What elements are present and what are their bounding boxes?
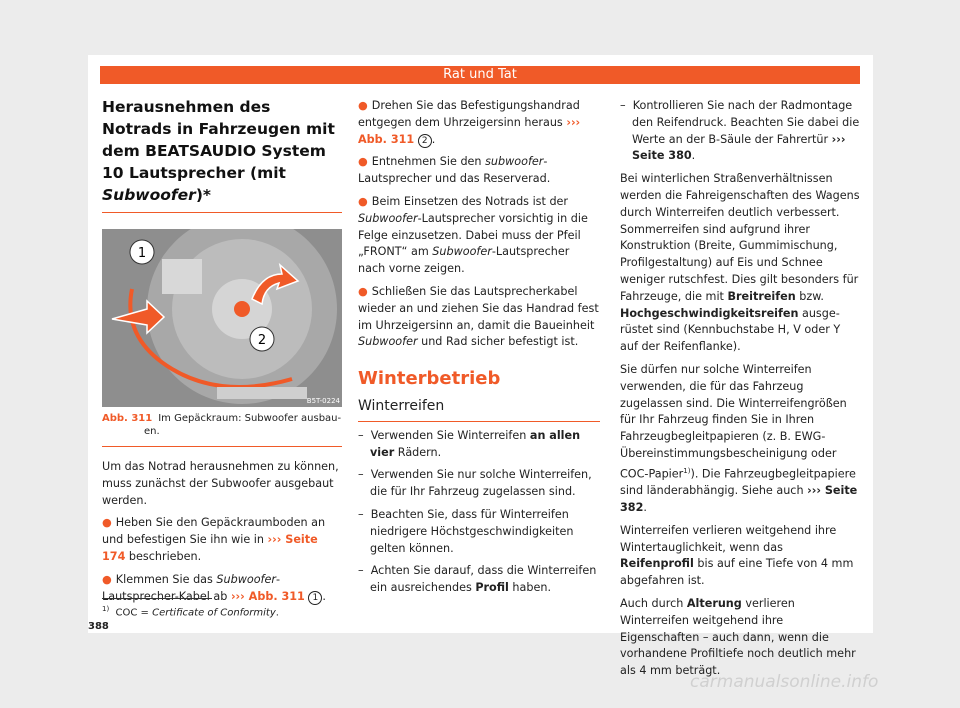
dash-item: – Achten Sie darauf, dass die Winterreifen ein ausreichendes Profil haben.	[358, 564, 597, 595]
dash-item: – Verwenden Sie nur solche Winterreifen, die für Ihr Fahrzeug zugelassen sind.	[358, 468, 592, 499]
dash-item: – Beachten Sie, dass für Winterreifen niedrigere Höchstgeschwindigkeiten gelten können.	[358, 507, 574, 555]
watermark: carmanualsonline.info	[690, 672, 879, 692]
paragraph: Winterreifen verlieren weitgehend ihre Wintertauglichkeit, wenn das Reifenprofil bis auf eine Tiefe von 4 mm abgefahren ist.	[620, 523, 854, 588]
step-1: ● Heben Sie den Gepäckraumboden an und befestigen Sie ihn wie in ››› Seite 174 beschrieben.	[102, 516, 326, 563]
callout-1-label: 1	[137, 246, 147, 261]
column-2	[358, 98, 600, 603]
heading-winterbetrieb: Winterbetrieb	[358, 368, 501, 390]
step-2: ● Klemmen Sie das Subwoofer-Lautsprecher-Kabel ab ››› Abb. 311 1 .	[102, 572, 326, 603]
column-3	[620, 98, 860, 686]
heading-winterreifen: Winterreifen	[358, 398, 600, 422]
link-seite-380[interactable]: ››› Seite 380	[632, 132, 846, 163]
footnote: $^{1)}$ COC = Certificate of Conformity.	[102, 605, 279, 619]
chapter-title: Rat und Tat	[443, 67, 517, 82]
link-abb-311[interactable]: ››› Abb. 311	[230, 589, 305, 603]
paragraph: Sie dürfen nur solche Winterreifen verwenden, die für das Fahrzeug zugelassen sind. Die Winterreifengrößen für Ihr Fahrzeug finden Sie in Ihren Fahrzeugbegleitpapieren (z. B. EWG-Übereinstimmungsbescheinigung oder COC-Papier$^{1)}$). Die Fahrzeugbegleitpapiere sind länderabhängig. Siehe auch ››› Seite 382.	[620, 362, 858, 515]
paragraph: Auch durch Alterung verlieren Winterreifen weitgehend ihre Eigenschaften – auch dann, wenn die vorhandene Profiltiefe noch deutlich mehr als 4 mm beträgt.	[620, 597, 856, 678]
chapter-header	[100, 66, 860, 84]
intro-text: Um das Notrad herausnehmen zu können, muss zunächst der Subwoofer ausgebaut werden.	[102, 460, 339, 507]
figure-subwoofer	[102, 229, 342, 407]
dash-item: – Verwenden Sie Winterreifen an allen vier Rädern.	[358, 428, 581, 459]
section-title: Herausnehmen des Notrads in Fahrzeugen mit dem BEATSAUDIO System 10 Lautsprecher (mit Subwoofer)*	[102, 96, 342, 213]
subwoofer-illustration	[102, 229, 342, 407]
link-abb-311-b[interactable]: ››› Abb. 311	[358, 115, 581, 146]
step-3: ● Drehen Sie das Befestigungshandrad entgegen dem Uhrzeigersinn heraus ››› Abb. 311 2 .	[358, 99, 581, 146]
link-seite-382[interactable]: ››› Seite 382	[620, 484, 858, 515]
callout-2-label: 2	[257, 333, 267, 348]
step-6: ● Schließen Sie das Lautsprecherkabel wieder an und ziehen Sie das Handrad fest im Uhrzeigersinn an, damit die Baueinheit Subwoofer und Rad sicher befestigt ist.	[358, 284, 599, 349]
step-4: ● Entnehmen Sie den subwoofer-Lautsprecher und das Reserverad.	[358, 155, 551, 186]
link-seite-174[interactable]: ››› Seite 174	[102, 533, 318, 563]
paragraph: Bei winterlichen Straßenverhältnissen werden die Fahreigenschaften des Wagens durch Winterreifen deutlich verbessert. Sommerreifen sind aufgrund ihrer Konstruktion (Breite, Gummimischung, Profilgestaltung) auf Eis und Schnee weniger rutschfest. Dies gilt besonders für Fahrzeuge, die mit Breitreifen bzw. Hochgeschwindigkeitsreifen ausgerüstet sind (Kennbuchstabe H, V oder Y auf der Reifenflanke).	[620, 172, 860, 354]
figure-code: B5T-0224	[306, 397, 340, 405]
step-5: ● Beim Einsetzen des Notrads ist der Subwoofer-Lautsprecher vorsichtig in die Felge einzusetzen. Dabei muss der Pfeil „FRONT“ am Subwoofer-Lautsprecher nach vorne zeigen.	[358, 194, 588, 276]
footnote-divider	[102, 598, 212, 599]
page-number: 388	[88, 621, 109, 632]
figure-caption: Abb. 311 Im Gepäckraum: Subwoofer ausbauen.	[102, 412, 342, 447]
column-1	[102, 96, 342, 611]
dash-item: – Kontrollieren Sie nach der Radmontage den Reifendruck. Beachten Sie dabei die Werte an der B-Säule der Fahrertür ››› Seite 380.	[620, 99, 860, 163]
